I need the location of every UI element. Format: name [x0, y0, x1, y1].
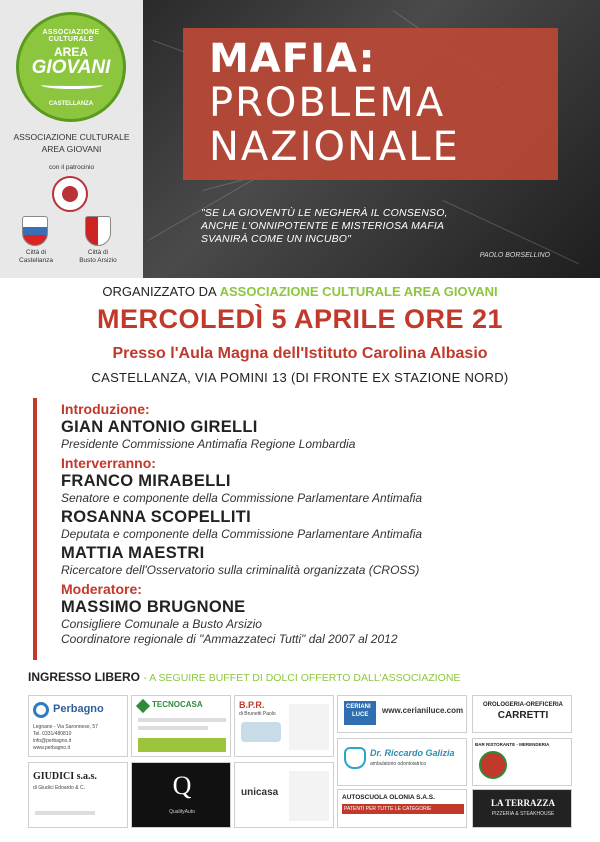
sidebar-logos [0, 0, 143, 278]
program-divider [33, 398, 37, 660]
ceriani-name: CERIANI [346, 704, 371, 710]
sponsor-perbagno [28, 695, 128, 757]
quote-line1: "SE LA GIOVENTÙ LE NEGHERÀ IL CONSENSO, [201, 207, 448, 219]
carretti-line1: OROLOGERIA-OREFICERIA [482, 702, 563, 708]
sponsor-giudici [28, 762, 128, 828]
quote-author: PAOLO BORSELLINO [479, 252, 550, 259]
autoscuola-sub: PATENTI PER TUTTE LE CATEGORIE [344, 806, 432, 812]
intro-label: Introduzione: [61, 401, 150, 417]
perbagno-name: Perbagno [53, 703, 104, 715]
title-line1: MAFIA: [209, 36, 376, 82]
perbagno-email: info@perbagno.it [33, 738, 72, 744]
logo-swoosh-icon [41, 81, 103, 89]
association-line2: AREA GIOVANI [41, 144, 102, 154]
sponsor-galizia [337, 738, 467, 786]
organizer-prefix: ORGANIZZATO DA [102, 284, 216, 299]
event-date: MERCOLEDÌ 5 APRILE ORE 21 [96, 304, 504, 334]
busto-arsizio-crest-icon [85, 216, 111, 246]
borsellino-quote [201, 207, 546, 246]
title-line3: NAZIONALE [209, 124, 460, 170]
title-box [183, 28, 558, 180]
ceriani-sub: LUCE [352, 712, 369, 718]
buffet-note: - A SEGUIRE BUFFET DI DOLCI OFFERTO DALL'ASSOCIAZIONE [143, 672, 461, 684]
ceriani-url: www.cerianiluce.com [382, 706, 464, 715]
bpr-sub: di Brunetti Paolo [239, 711, 276, 717]
city1-line2: Castellanza [19, 257, 53, 264]
moderator-role1: Consigliere Comunale a Busto Arsizio [61, 617, 262, 631]
perbagno-phone: Tel. 0331/480810 [33, 731, 72, 737]
sponsor-carretti [472, 695, 572, 733]
quote-line2: ANCHE L'ONNIPOTENTE E MISTERIOSA MAFIA [201, 220, 445, 232]
quote-line3: SVANIRÀ COME UN INCUBO" [201, 233, 352, 245]
sponsor-bar [472, 738, 572, 786]
sponsor-bpr [234, 695, 334, 757]
terrazza-sub: PIZZERIA & STEAKHOUSE [491, 811, 555, 817]
seal-icon [52, 176, 88, 212]
galizia-name: Dr. Riccardo Galizia [370, 748, 455, 758]
giudici-sub: di Giudici Edoardo & C. [33, 785, 85, 791]
terrazza-name: LA TERRAZZA [490, 798, 556, 808]
patrocinio-label: con il patrocinio [48, 164, 95, 171]
autoscuola-name: AUTOSCUOLA OLONIA S.A.S. [342, 794, 435, 801]
bar-logo-icon [479, 751, 507, 779]
association-line1: ASSOCIAZIONE CULTURALE [13, 132, 130, 142]
sponsor-la-terrazza [472, 789, 572, 828]
moderator-name: MASSIMO BRUGNONE [61, 598, 246, 616]
carretti-line2: CARRETTI [497, 710, 549, 721]
intro-role: Presidente Commissione Antimafia Regione Lombardia [61, 437, 356, 451]
perbagno-logo-icon [33, 702, 49, 718]
entry-free: INGRESSO LIBERO [28, 670, 141, 684]
speaker-role: Ricercatore dell'Osservatorio sulla criminalità organizzata (CROSS) [61, 563, 420, 577]
tecnocasa-name: TECNOCASA [152, 700, 203, 709]
logo-top-text: ASSOCIAZIONE CULTURALE [42, 29, 100, 43]
speaker-name: MATTIA MAESTRI [61, 544, 205, 562]
logo-area-text: AREA [53, 45, 88, 59]
city1-line1: Città di [25, 249, 47, 256]
area-giovani-logo [16, 12, 126, 122]
city2-line2: Busto Arsizio [79, 257, 117, 264]
giudici-name: GIUDICI s.a.s. [33, 771, 97, 782]
title-line2: PROBLEMA [209, 80, 446, 126]
speaker-role: Senatore e componente della Commissione Parlamentare Antimafia [61, 491, 423, 505]
speakers-label: Interverranno: [61, 455, 156, 471]
logo-bottom-text: CASTELLANZA [48, 101, 94, 107]
city2-line1: Città di [87, 249, 109, 256]
header-image [143, 0, 600, 278]
entry-line [28, 670, 578, 684]
bar-name: BAR RISTORANTE - MERENDERIA [475, 742, 550, 747]
tooth-icon [344, 747, 366, 769]
speaker-role: Deputata e componente della Commissione Parlamentare Antimafia [61, 527, 423, 541]
logo-giovani-text: GIOVANI [31, 57, 111, 78]
sponsor-ceriani [337, 695, 467, 733]
galizia-sub: ambulatorio odontoiatrico [370, 761, 427, 767]
quality-sub: QualityAuto [169, 809, 195, 815]
castellanza-crest-icon [22, 216, 48, 246]
moderator-label: Moderatore: [61, 581, 142, 597]
event-address: CASTELLANZA, VIA POMINI 13 (DI FRONTE EX STAZIONE NORD) [91, 370, 509, 385]
organizer-line [0, 284, 600, 299]
sponsor-autoscuola [337, 789, 467, 828]
organizer-name: ASSOCIAZIONE CULTURALE AREA GIOVANI [219, 284, 498, 299]
sponsor-tecnocasa [131, 695, 231, 757]
sponsor-quality-auto [131, 762, 231, 828]
intro-name: GIAN ANTONIO GIRELLI [61, 418, 258, 436]
perbagno-address: Legnano - Via Saronnese, 57 [33, 724, 98, 730]
program-list [61, 400, 581, 647]
bpr-name: B.P.R. [239, 700, 265, 710]
speaker-name: FRANCO MIRABELLI [61, 472, 231, 490]
event-venue: Presso l'Aula Magna dell'Istituto Carolina Albasio [112, 345, 488, 362]
quality-logo: Q [172, 771, 192, 800]
sponsor-unicasa [234, 762, 334, 828]
city-castellanza [6, 249, 66, 265]
tecnocasa-logo-icon [136, 699, 150, 713]
association-name [0, 131, 143, 155]
speaker-name: ROSANNA SCOPELLITI [61, 508, 251, 526]
unicasa-name: unicasa [241, 787, 279, 798]
city-busto-arsizio [68, 249, 128, 265]
moderator-role2: Coordinatore regionale di "Ammazzateci Tutti" dal 2007 al 2012 [61, 632, 398, 646]
perbagno-web: www.perbagno.it [33, 745, 70, 751]
